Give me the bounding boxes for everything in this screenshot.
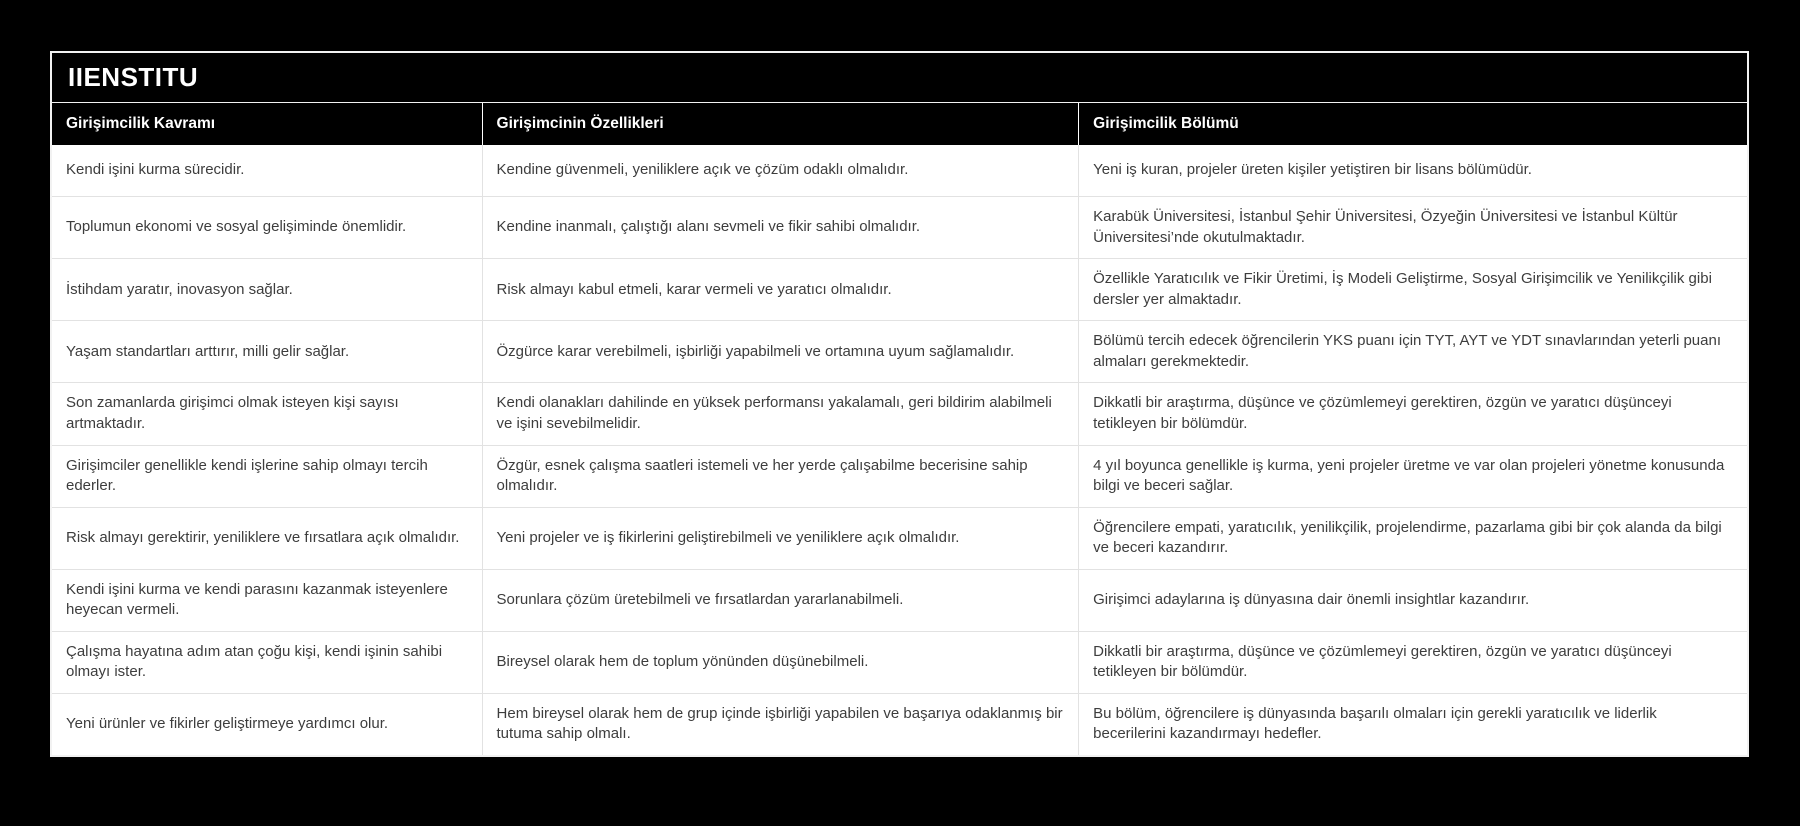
table-cell-text: Yeni iş kuran, projeler üreten kişiler yetiştiren bir lisans bölümüdür. — [1093, 161, 1532, 179]
table-cell — [483, 632, 1080, 693]
table-cell — [52, 321, 483, 382]
table-row — [52, 693, 1747, 755]
table-cell-text: Bölümü tercih edecek öğrencilerin YKS puanı için TYT, AYT ve YDT sınavlarından yeterli puanı almaları gerekmektedir. — [1093, 332, 1721, 370]
column-header-girisimcilik-kavrami: Girişimcilik Kavramı — [52, 103, 483, 145]
table-cell-text: Kendi olanakları dahilinde en yüksek performansı yakalamalı, geri bildirim alabilmeli ve işini sevebilmelidir. — [496, 394, 1052, 432]
table-cell — [483, 508, 1080, 569]
table-row — [52, 445, 1747, 507]
table-cell-text: 4 yıl boyunca genellikle iş kurma, yeni projeler üretme ve var olan projeleri yönetme konusunda bilgi ve beceri sağlar. — [1093, 456, 1725, 495]
brand-title: IIENSTITU — [68, 62, 199, 92]
table-cell-text: Kendine güvenmeli, yeniliklere açık ve çözüm odaklı olmalıdır. — [496, 161, 909, 179]
table-cell-text: Dikkatli bir araştırma, düşünce ve çözümlemeyi gerektiren, özgün ve yaratıcı düşünceyi tetikleyen bir bölümdür. — [1093, 394, 1672, 432]
table-cell-text: Çalışma hayatına adım atan çoğu kişi, kendi işinin sahibi olmayı ister. — [66, 642, 443, 681]
table-cell — [1079, 197, 1747, 258]
table-cell-text: Yeni ürünler ve fikirler geliştirmeye yardımcı olur. — [66, 715, 389, 733]
table-row — [52, 507, 1747, 569]
table-cell — [52, 570, 483, 631]
table-cell — [1079, 570, 1747, 631]
table-cell — [1079, 383, 1747, 444]
table-cell-text: Toplumun ekonomi ve sosyal gelişiminde önemlidir. — [66, 218, 407, 236]
table-cell-text: Kendine inanmalı, çalıştığı alanı sevmeli ve fikir sahibi olmalıdır. — [496, 218, 921, 236]
table-cell-text: Yeni projeler ve iş fikirlerini geliştirebilmeli ve yeniliklere açık olmalıdır. — [496, 528, 960, 546]
table-row — [52, 320, 1747, 382]
table-cell — [1079, 508, 1747, 569]
table-cell-text: Yaşam standartları arttırır, milli gelir sağlar. — [66, 342, 350, 360]
table-cell — [52, 383, 483, 444]
table-cell-text: İstihdam yaratır, inovasyon sağlar. — [66, 280, 293, 298]
table-cell-text: Sorunlara çözüm üretebilmeli ve fırsatlardan yararlanabilmeli. — [496, 590, 904, 608]
table-cell — [483, 570, 1080, 631]
table-cell — [52, 197, 483, 258]
table-cell-text: Risk almayı gerektirir, yeniliklere ve fırsatlara açık olmalıdır. — [66, 528, 460, 546]
table-cell-text: Risk almayı kabul etmeli, karar vermeli ve yaratıcı olmalıdır. — [496, 280, 892, 298]
table-cell-text: Girişimciler genellikle kendi işlerine sahip olmayı tercih ederler. — [66, 456, 428, 495]
table-cell — [483, 321, 1080, 382]
table-cell-text: Dikkatli bir araştırma, düşünce ve çözümlemeyi gerektiren, özgün ve yaratıcı düşünceyi tetikleyen bir bölümdür. — [1093, 642, 1672, 681]
column-header-girisimcinin-ozellikleri: Girişimcinin Özellikleri — [483, 103, 1080, 145]
table-header-row — [52, 103, 1747, 145]
table-cell — [483, 446, 1080, 507]
table-cell — [1079, 145, 1747, 196]
table-cell-text: Özgür, esnek çalışma saatleri istemeli ve her yerde çalışabilme becerisine sahip olmalıdır. — [496, 456, 1028, 495]
table-cell — [483, 259, 1080, 320]
table-row — [52, 258, 1747, 320]
table-body — [52, 145, 1747, 755]
table-card — [50, 51, 1749, 757]
table-cell-text: Karabük Üniversitesi, İstanbul Şehir Üniversitesi, Özyeğin Üniversitesi ve İstanbul Kültür Üniversitesi’nde okutulmaktadır. — [1093, 208, 1678, 246]
table-cell — [1079, 632, 1747, 693]
table-cell-text: Girişimci adaylarına iş dünyasına dair önemli insightlar kazandırır. — [1093, 590, 1530, 608]
table-cell-text: Öğrencilere empati, yaratıcılık, yenilikçilik, projelendirme, pazarlama gibi bir çok alanda da bilgi ve beceri kazandırır. — [1093, 518, 1722, 557]
table-cell — [1079, 446, 1747, 507]
table-cell-text: Kendi işini kurma sürecidir. — [66, 161, 245, 179]
table-cell-text: Özellikle Yaratıcılık ve Fikir Üretimi, İş Modeli Geliştirme, Sosyal Girişimcilik ve Yenilikçilik gibi dersler yer almaktadır. — [1093, 270, 1712, 308]
table-cell — [52, 145, 483, 196]
table-cell — [483, 145, 1080, 196]
table-cell — [52, 508, 483, 569]
table-cell — [52, 446, 483, 507]
table-cell — [483, 694, 1080, 755]
table-cell — [483, 197, 1080, 258]
table-cell — [52, 694, 483, 755]
table-cell — [483, 383, 1080, 444]
table-cell-text: Kendi işini kurma ve kendi parasını kazanmak isteyenlere heyecan vermeli. — [66, 580, 448, 619]
table-cell-text: Son zamanlarda girişimci olmak isteyen kişi sayısı artmaktadır. — [66, 394, 399, 432]
column-header-girisimcilik-bolumu: Girişimcilik Bölümü — [1093, 115, 1239, 132]
table-cell — [52, 259, 483, 320]
table-row — [52, 145, 1747, 196]
table-cell — [52, 632, 483, 693]
table-row — [52, 196, 1747, 258]
table-cell — [1079, 259, 1747, 320]
title-bar — [52, 53, 1747, 103]
table-cell-text: Özgürce karar verebilmeli, işbirliği yapabilmeli ve ortamına uyum sağlamalıdır. — [496, 342, 1015, 360]
table-cell-text: Bireysel olarak hem de toplum yönünden düşünebilmeli. — [496, 653, 869, 671]
table-cell — [1079, 321, 1747, 382]
table-row — [52, 631, 1747, 693]
table-cell-text: Bu bölüm, öğrencilere iş dünyasında başarılı olmaları için gerekli yaratıcılık ve liderlik becerilerini kazandırmayı hedefler. — [1093, 704, 1657, 743]
table-cell — [1079, 694, 1747, 755]
table-row — [52, 569, 1747, 631]
table-row — [52, 382, 1747, 444]
table-cell-text: Hem bireysel olarak hem de grup içinde işbirliği yapabilen ve başarıya odaklanmış bir tutuma sahip olmalı. — [496, 704, 1063, 743]
